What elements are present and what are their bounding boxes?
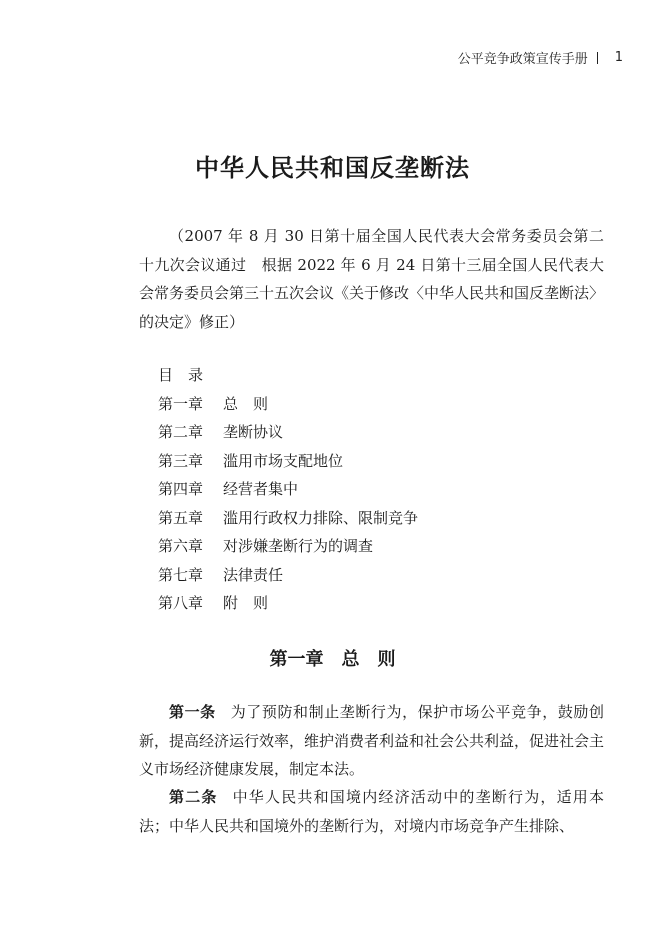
toc-item[interactable] — [158, 475, 418, 504]
toc-heading: 目 录 — [158, 366, 204, 384]
toc-chapter-number: 第四章 — [158, 480, 204, 498]
toc-chapter-title: 附 则 — [223, 594, 269, 612]
toc-chapter-number: 第八章 — [158, 594, 204, 612]
toc-chapter-title: 经营者集中 — [223, 480, 299, 498]
toc-chapter-number: 第一章 — [158, 394, 204, 413]
document-title: 中华人民共和国反垄断法 — [195, 153, 470, 182]
article-label: 第二条 — [169, 788, 218, 806]
toc-item[interactable] — [158, 589, 418, 618]
toc-chapter-title: 法律责任 — [223, 565, 284, 584]
running-title: 公平竞争政策宣传手册 — [457, 52, 588, 67]
toc-chapter-number: 第六章 — [158, 537, 204, 555]
page-number: 1 — [614, 50, 623, 65]
toc-chapter-title: 总 则 — [223, 394, 269, 413]
toc-item[interactable] — [158, 447, 418, 476]
article-2 — [139, 783, 604, 840]
toc-chapter-title: 滥用市场支配地位 — [223, 451, 344, 470]
header-divider — [597, 52, 598, 64]
article-text: 为了预防和制止垄断行为，保护市场公平竞争，鼓励创新，提高经济运行效率，维护消费者利益和社会公共利益，促进社会主义市场经济健康发展，制定本法。 — [139, 703, 605, 778]
toc-chapter-number: 第三章 — [158, 451, 204, 470]
adoption-note: （2007 年 8 月 30 日第十届全国人民代表大会常务委员会第二十九次会议通过 根据 2022 年 6 月 24 日第十三届全国人民代表大会常务委员会第三十五次会议《关于修改〈中华人民共和国反垄断法〉的决定》修正） — [139, 227, 605, 331]
toc-chapter-number: 第二章 — [158, 423, 204, 441]
chapter-heading: 第一章 总 则 — [269, 649, 396, 670]
article-text: 中华人民共和国境内经济活动中的垄断行为，适用本法；中华人民共和国境外的垄断行为，对境内市场竞争产生排除、 — [139, 788, 604, 835]
toc-chapter-title: 垄断协议 — [223, 423, 284, 441]
toc-item[interactable] — [158, 532, 418, 561]
running-header — [458, 48, 623, 67]
toc-chapter-title: 对涉嫌垄断行为的调查 — [223, 537, 374, 555]
toc-chapter-title: 滥用行政权力排除、限制竞争 — [223, 508, 419, 527]
article-label: 第一条 — [169, 703, 216, 721]
toc-item[interactable] — [158, 561, 418, 590]
toc-item[interactable] — [158, 418, 418, 447]
toc-chapter-number: 第七章 — [158, 565, 204, 584]
article-1 — [139, 698, 604, 784]
toc-item[interactable] — [158, 390, 418, 419]
toc-item[interactable] — [158, 504, 418, 533]
toc-chapter-number: 第五章 — [158, 508, 204, 527]
table-of-contents — [158, 361, 418, 618]
